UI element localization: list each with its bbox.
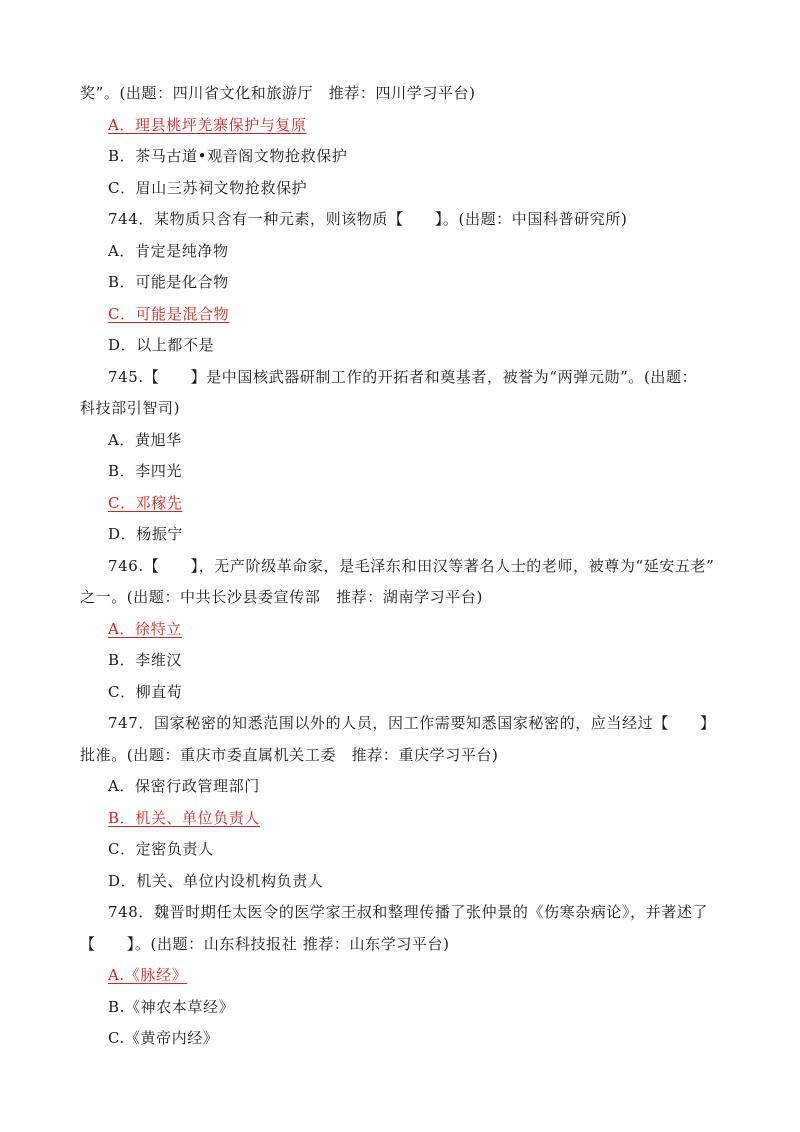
question-743-option-b: B．茶马古道•观音阁文物抢救保护 [108, 147, 348, 165]
question-744-option-d: D．以上都不是 [108, 336, 215, 354]
question-748-option-c: C.《黄帝内经》 [108, 1029, 219, 1047]
question-747-option-d: D．机关、单位内设机构负责人 [108, 872, 324, 890]
question-744-stem: 744．某物质只含有一种元素，则该物质【 】。(出题：中国科普研究所) [108, 210, 628, 228]
question-745-option-b: B．李四光 [108, 462, 183, 480]
question-744-option-b: B．可能是化合物 [108, 273, 229, 291]
question-744-option-a: A．肯定是纯净物 [108, 242, 229, 260]
question-744-option-c: C．可能是混合物 [108, 305, 230, 323]
question-748-stem-line2: 【 】。(出题：山东科技报社 推荐：山东学习平台) [80, 935, 450, 953]
question-746-stem-line1: 746.【 】，无产阶级革命家，是毛泽东和田汉等著名人士的老师，被尊为“延安五老” [108, 557, 715, 575]
question-747-option-b: B．机关、单位负责人 [108, 809, 261, 827]
question-745-option-c: C．邓稼先 [108, 494, 183, 512]
question-745-stem-line2: 科技部引智司) [80, 399, 181, 417]
question-745-option-a: A．黄旭华 [108, 431, 182, 449]
question-747-stem-line2: 批准。(出题：重庆市委直属机关工委 推荐：重庆学习平台) [80, 746, 499, 764]
question-746-stem-line2: 之一。(出题：中共长沙县委宣传部 推荐：湖南学习平台) [80, 588, 483, 606]
question-748-stem-line1: 748．魏晋时期任太医令的医学家王叔和整理传播了张仲景的《伤寒杂病论》，并著述了 [108, 903, 709, 921]
question-746-option-a: A．徐特立 [108, 620, 182, 638]
question-745-option-d: D．杨振宁 [108, 525, 184, 543]
question-747-stem-line1: 747．国家秘密的知悉范围以外的人员，因工作需要知悉国家秘密的，应当经过【 】 [108, 714, 716, 732]
question-746-option-b: B．李维汉 [108, 651, 183, 669]
question-747-option-c: C．定密负责人 [108, 840, 214, 858]
question-746-option-c: C．柳直荀 [108, 683, 183, 701]
question-743-option-c: C．眉山三苏祠文物抢救保护 [108, 179, 308, 197]
question-747-option-a: A．保密行政管理部门 [108, 777, 260, 795]
question-743-option-a: A．理县桃坪羌寨保护与复原 [108, 116, 307, 134]
question-748-option-a: A.《脉经》 [108, 966, 188, 984]
question-745-stem-line1: 745.【 】是中国核武器研制工作的开拓者和奠基者，被誉为“两弹元勋”。(出题： [108, 368, 698, 386]
question-748-option-b: B.《神农本草经》 [108, 998, 235, 1016]
question-743-stem: 奖”。(出题：四川省文化和旅游厅 推荐：四川学习平台) [80, 84, 476, 102]
